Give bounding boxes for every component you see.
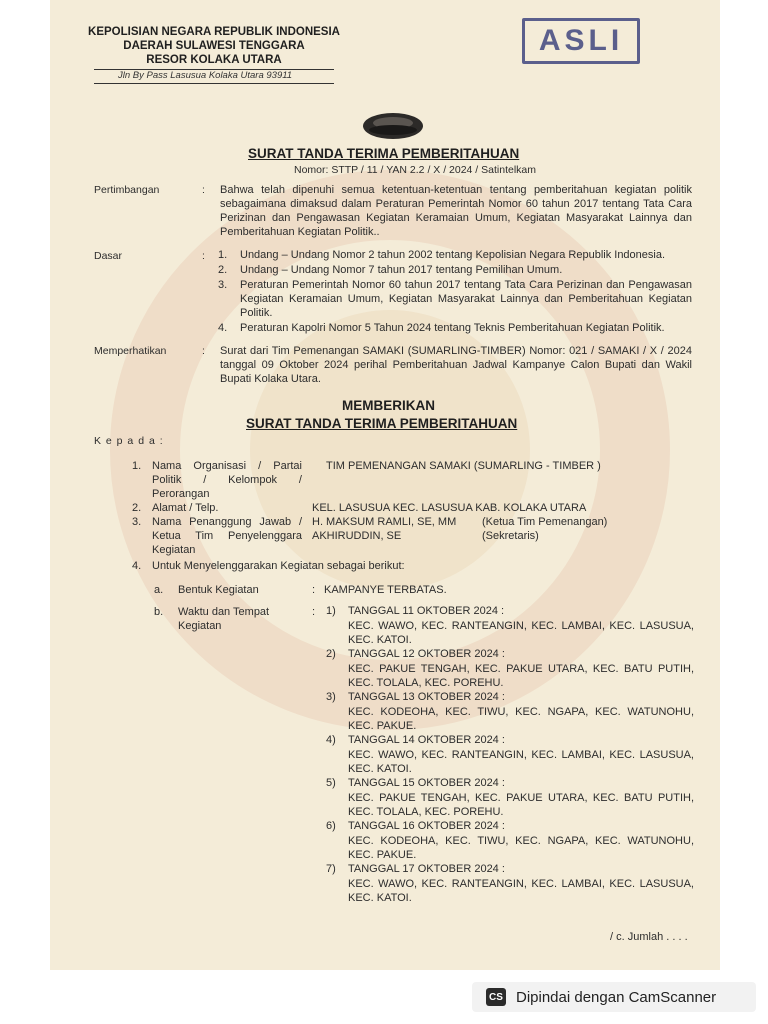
kepada-item-label: Nama Organisasi / Partai Politik / Kelompok / Perorangan <box>152 460 302 500</box>
schedule-place: KEC. WAWO, KEC. RANTEANGIN, KEC. LAMBAI, KEC. LASUSUA, KEC. KATOI. <box>348 620 694 646</box>
schedule-place: KEC. PAKUE TENGAH, KEC. PAKUE UTARA, KEC. BATU PUTIH, KEC. TOLALA, KEC. POREHU. <box>348 663 694 689</box>
schedule-date: TANGGAL 12 OKTOBER 2024 : <box>348 648 505 660</box>
kegiatan-label: Bentuk Kegiatan <box>178 584 259 596</box>
kepada-label: K e p a d a : <box>94 435 164 447</box>
person-name: H. MAKSUM RAMLI, SE, MM <box>312 516 457 528</box>
kepada-item-num: 1. <box>132 460 142 472</box>
kegiatan-letter: a. <box>154 584 164 596</box>
camscanner-icon: CS <box>486 988 506 1006</box>
header-underline <box>94 83 334 84</box>
kepada-item-label: Untuk Menyelenggarakan Kegiatan sebagai berikut: <box>152 560 405 572</box>
header-region: DAERAH SULAWESI TENGGARA <box>123 40 305 52</box>
header-institution: KEPOLISIAN NEGARA REPUBLIK INDONESIA <box>88 26 340 38</box>
kegiatan-value: KAMPANYE TERBATAS. <box>324 584 447 596</box>
continuation-note: / c. Jumlah . . . . <box>610 931 688 943</box>
schedule-place: KEC. WAWO, KEC. RANTEANGIN, KEC. LAMBAI, KEC. LASUSUA, KEC. KATOI. <box>348 878 694 904</box>
schedule-num: 3) <box>326 691 336 703</box>
schedule-date: TANGGAL 16 OKTOBER 2024 : <box>348 820 505 832</box>
person-name: AKHIRUDDIN, SE <box>312 530 402 542</box>
camscanner-watermark <box>472 982 756 1012</box>
schedule-num: 2) <box>326 648 336 660</box>
schedule-num: 1) <box>326 605 336 617</box>
dasar-label: Dasar <box>94 250 123 262</box>
dasar-item-text: Undang – Undang Nomor 2 tahun 2002 tentang Kepolisian Negara Republik Indonesia. <box>240 249 666 261</box>
memberikan-heading: MEMBERIKAN <box>342 398 435 413</box>
schedule-date: TANGGAL 13 OKTOBER 2024 : <box>348 691 505 703</box>
dasar-item-num: 1. <box>218 249 228 261</box>
schedule-place: KEC. KODEOHA, KEC. TIWU, KEC. NGAPA, KEC. WATUNOHU, KEC. PAKUE. <box>348 706 694 732</box>
header-resort: RESOR KOLAKA UTARA <box>146 54 282 66</box>
police-crest-icon <box>362 112 424 140</box>
memperhatikan-colon: : <box>202 345 205 357</box>
document-number: Nomor: STTP / 11 / YAN 2.2 / X / 2024 / Satintelkam <box>294 164 536 176</box>
pertimbangan-label: Pertimbangan <box>94 184 160 196</box>
kegiatan-letter: b. <box>154 606 164 618</box>
schedule-place: KEC. WAWO, KEC. RANTEANGIN, KEC. LAMBAI, KEC. LASUSUA, KEC. KATOI. <box>348 749 694 775</box>
memberikan-subheading: SURAT TANDA TERIMA PEMBERITAHUAN <box>246 416 518 431</box>
schedule-place: KEC. PAKUE TENGAH, KEC. PAKUE UTARA, KEC. BATU PUTIH, KEC. TOLALA, KEC. POREHU. <box>348 792 694 818</box>
schedule-num: 7) <box>326 863 336 875</box>
memperhatikan-label: Memperhatikan <box>94 345 167 357</box>
schedule-num: 5) <box>326 777 336 789</box>
dasar-item-text: Undang – Undang Nomor 7 tahun 2017 tentang Pemilihan Umum. <box>240 264 563 276</box>
kepada-item-value: KEL. LASUSUA KEC. LASUSUA KAB. KOLAKA UTARA <box>312 502 587 514</box>
dasar-item-text: Peraturan Pemerintah Nomor 60 tahun 2017 tentang Tata Cara Perizinan dan Pengawasan Kegiatan Keramaian Umum, Kegiatan Masyarakat Lainnya dan Pemberitahuan Kegiatan Politik. <box>240 279 692 319</box>
memperhatikan-text: Surat dari Tim Pemenangan SAMAKI (SUMARLING-TIMBER) Nomor: 021 / SAMAKI / X / 2024 tanggal 09 Oktober 2024 perihal Pemberitahuan Jadwal Kampanye Calon Bupati dan Wakil Bupati Kolaka Utara. <box>220 345 692 385</box>
camscanner-text: Dipindai dengan CamScanner <box>516 988 717 1006</box>
kepada-item-num: 4. <box>132 560 142 572</box>
schedule-date: TANGGAL 15 OKTOBER 2024 : <box>348 777 505 789</box>
kepada-item-num: 3. <box>132 516 142 528</box>
kepada-item-value: TIM PEMENANGAN SAMAKI (SUMARLING - TIMBER ) <box>326 460 601 472</box>
document-page <box>50 0 720 970</box>
schedule-place: KEC. KODEOHA, KEC. TIWU, KEC. NGAPA, KEC. WATUNOHU, KEC. PAKUE. <box>348 835 694 861</box>
schedule-date: TANGGAL 14 OKTOBER 2024 : <box>348 734 505 746</box>
header-address: Jln By Pass Lasusua Kolaka Utara 93911 <box>118 70 293 81</box>
person-role: (Ketua Tim Pemenangan) <box>482 516 608 528</box>
dasar-item-num: 4. <box>218 322 228 334</box>
kegiatan-colon: : <box>312 584 316 596</box>
pertimbangan-text: Bahwa telah dipenuhi semua ketentuan-ketentuan tentang pemberitahuan kegiatan politik sebagaimana dimaksud dalam Peraturan Pemerintah Nomor 60 tahun 2017 tentang Tata Cara Perizinan dan Pengawasan Kegiatan Keramaian Umum, Kegiatan Masyarakat Lainnya dan Pemberitahuan Kegiatan Politik.. <box>220 184 692 238</box>
kegiatan-label: Waktu dan Tempat Kegiatan <box>178 606 270 632</box>
document-title: SURAT TANDA TERIMA PEMBERITAHUAN <box>248 146 520 161</box>
schedule-num: 4) <box>326 734 336 746</box>
kepada-item-label: Alamat / Telp. <box>152 502 219 514</box>
schedule-num: 6) <box>326 820 336 832</box>
dasar-item-num: 2. <box>218 264 228 276</box>
asli-stamp: ASLI <box>522 18 640 64</box>
dasar-item-text: Peraturan Kapolri Nomor 5 Tahun 2024 tentang Teknis Pemberitahuan Kegiatan Politik. <box>240 322 665 334</box>
kepada-item-num: 2. <box>132 502 142 514</box>
pertimbangan-colon: : <box>202 184 205 196</box>
kegiatan-colon: : <box>312 606 316 618</box>
dasar-item-num: 3. <box>218 279 228 291</box>
person-role: (Sekretaris) <box>482 530 539 542</box>
kepada-item-label: Nama Penanggung Jawab / Ketua Tim Penyelenggara Kegiatan <box>152 516 302 556</box>
dasar-colon: : <box>202 250 205 262</box>
schedule-date: TANGGAL 17 OKTOBER 2024 : <box>348 863 505 875</box>
schedule-date: TANGGAL 11 OKTOBER 2024 : <box>348 605 505 617</box>
